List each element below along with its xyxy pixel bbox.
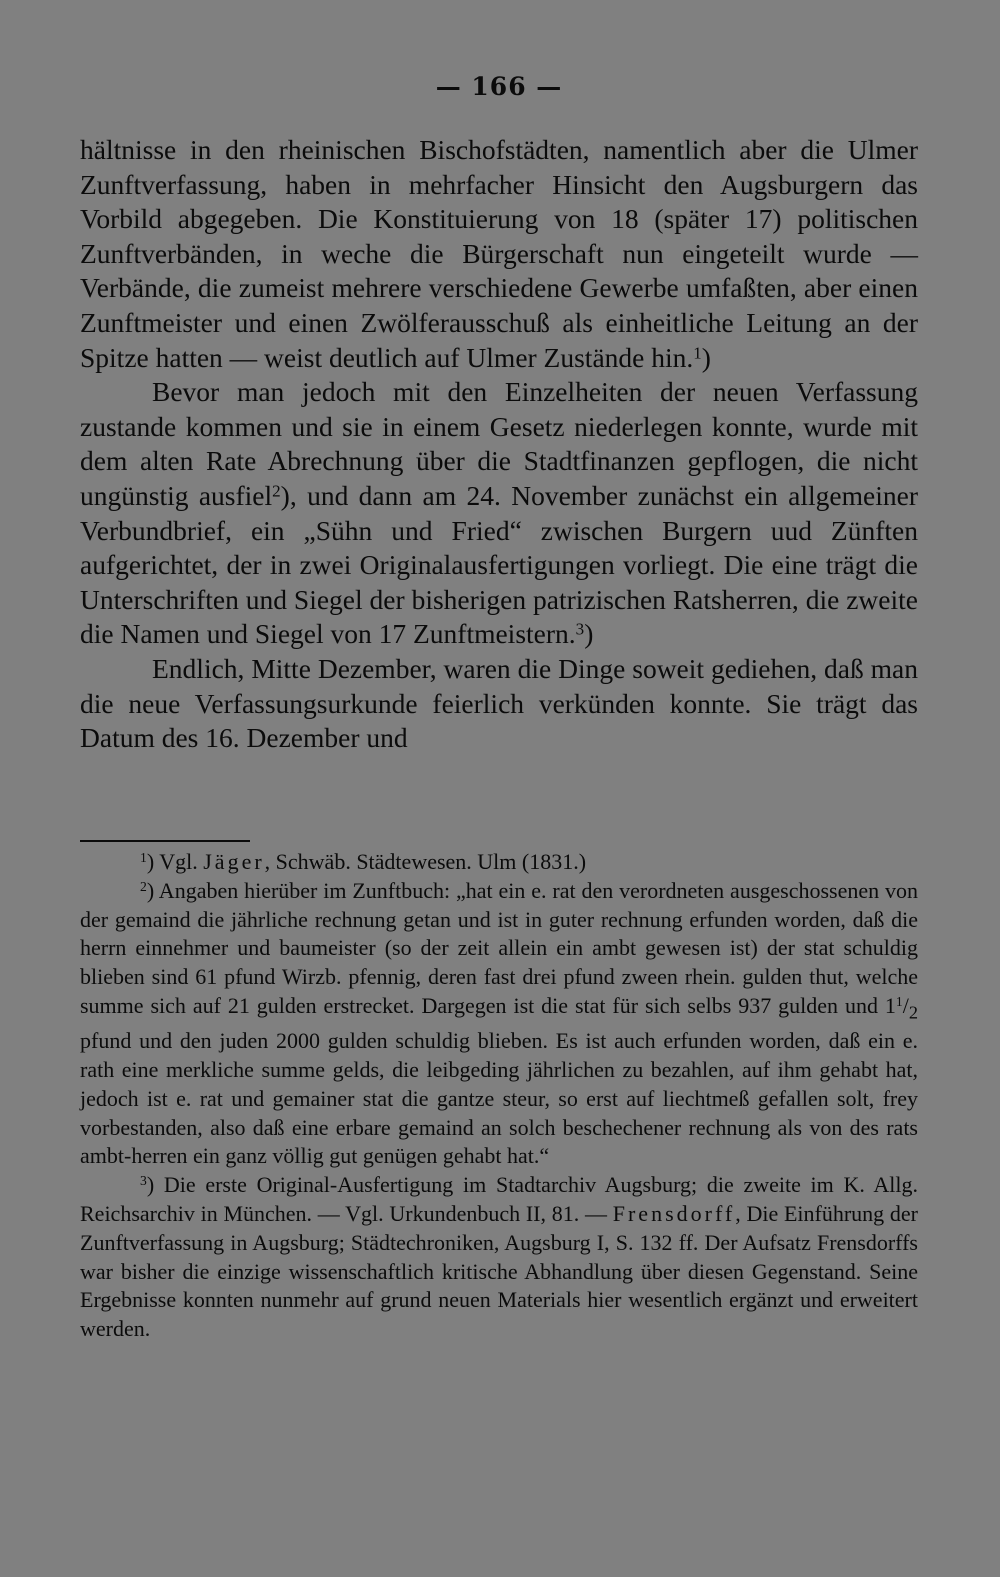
footnote-3-text-a: ) Die erste Original-Ausfertigung im Stadtarchiv Augsburg; die zweite im K. Allg. Reichsarchiv in München. — Vgl. Urkundenbuch II, 81. — [80, 1172, 918, 1226]
footnote-1-author: Jäger [203, 849, 265, 874]
paragraph-1 [80, 133, 918, 375]
footnote-ref-1: 1 [693, 343, 702, 363]
footnote-3-author: Frensdorff [612, 1200, 736, 1226]
paragraph-2-text-b: ), und dann am 24. November zunächst ein allgemeiner Verbundbrief, ein „Sühn und Fried“ zwischen Burgern uud Zünften aufgerichtet, der in zwei Originalausfertigungen vorliegt. Die eine trägt die Unterschriften und Siegel der bisherigen patrizischen Ratsherren, die zweite die Namen und Siegel von 17 Zunftmeistern. [80, 479, 918, 650]
footnote-1-mark: 1 [140, 850, 147, 866]
footnote-ref-3-paren: ) [584, 618, 594, 650]
footnote-2-fraction-den: 2 [908, 1002, 918, 1023]
footnote-2-text-a: ) Angaben hierüber im Zunftbuch: „hat ein e. rat den verordneten ausgeschossenen von der gemaind die jährliche rechnung getan und ist in guter rechnung erfunden worden, daß die herrn einnehmer und baumeister (so der zeit allein ein ambt gewesen ist) der stat schuldig blieben sind 61 pfund Wirzb. pfennig, deren fast drei pfund zween rhein. gulden thut, welche summe sich auf 21 gulden erstrecket. Dargegen ist die stat für sich selbs 937 gulden und 1 [80, 877, 918, 1018]
paragraph-1-text: hältnisse in den rheinischen Bischofstädten, namentlich aber die Ulmer Zunftverfassung, haben in mehrfacher Hinsicht den Augsburgern das Vorbild abgegeben. Die Konstituierung von 18 (später 17) politischen Zunftverbänden, in weche die Bürgerschaft nun eingeteilt wurde — Verbände, die zumeist mehrere verschiedene Gewerbe umfaßten, aber einen Zunftmeister und einen Zwölferausschuß als einheitliche Leitung an der Spitze hatten — weist deutlich auf Ulmer Zustände hin. [80, 134, 918, 373]
footnote-ref-1-paren: ) [701, 341, 711, 373]
paragraph-2-text-a: Bevor man jedoch mit den Einzelheiten der neuen Verfassung zustande kommen und sie in einem Gesetz niederlegen konnte, wurde mit dem alten Rate Abrechnung über die Stadtfinanzen gepflogen, die nicht ungünstig ausfiel [80, 376, 918, 511]
body-text [80, 133, 918, 756]
paragraph-3: Endlich, Mitte Dezember, waren die Dinge soweit gediehen, daß man die neue Verfassungsurkunde feierlich verkünden konnte. Sie trägt das Datum des 16. Dezember und [80, 652, 918, 754]
footnote-2-text-b: pfund und den juden 2000 gulden schuldig blieben. Es ist auch erfunden worden, daß ein e. rath eine merkliche summe gelds, die leibgeding jährlichen zu bezahlen, auf ihm gehabt hat, jedoch ist e. rat und gemainer stat die gantze steur, so erst auf liechtmeß gefallen solt, frey vorbestanden, also daß eine erbare gemaind an solch beschechener rechnung als von des rats ambt-herren ein ganz völlig gut genügen gehabt hat.“ [80, 1028, 918, 1169]
footnote-2-mark: 2 [140, 878, 147, 894]
footnote-3 [80, 1171, 918, 1344]
footnote-1-text-b: , Schwäb. Städtewesen. Ulm (1831.) [264, 849, 587, 874]
footnote-2-fraction-num: 1 [895, 994, 903, 1010]
footnote-1 [80, 848, 918, 877]
footnote-1-text-a: ) Vgl. [146, 849, 204, 874]
footnote-2-fraction-slash: / [902, 992, 909, 1018]
footnote-ref-2: 2 [272, 481, 281, 501]
footnote-separator [80, 840, 250, 842]
page-number: — 166 — [435, 72, 563, 101]
paragraph-2 [80, 375, 918, 652]
footnote-ref-3: 3 [575, 619, 585, 639]
footnote-2 [80, 877, 918, 1171]
footnote-3-text-b: , Die Einführung der Zunftverfassung in Augsburg; Städtechroniken, Augsburg I, S. 132 ff. Der Aufsatz Frensdorffs war bisher die einzige wissenschaftlich kritische Abhandlung über diesen Gegenstand. Seine Ergebnisse konnten nunmehr auf grund neuen Materials hier wesentlich ergänzt und erweitert werden. [80, 1200, 919, 1342]
footnote-3-mark: 3 [140, 1173, 147, 1189]
footnotes [80, 848, 918, 1344]
